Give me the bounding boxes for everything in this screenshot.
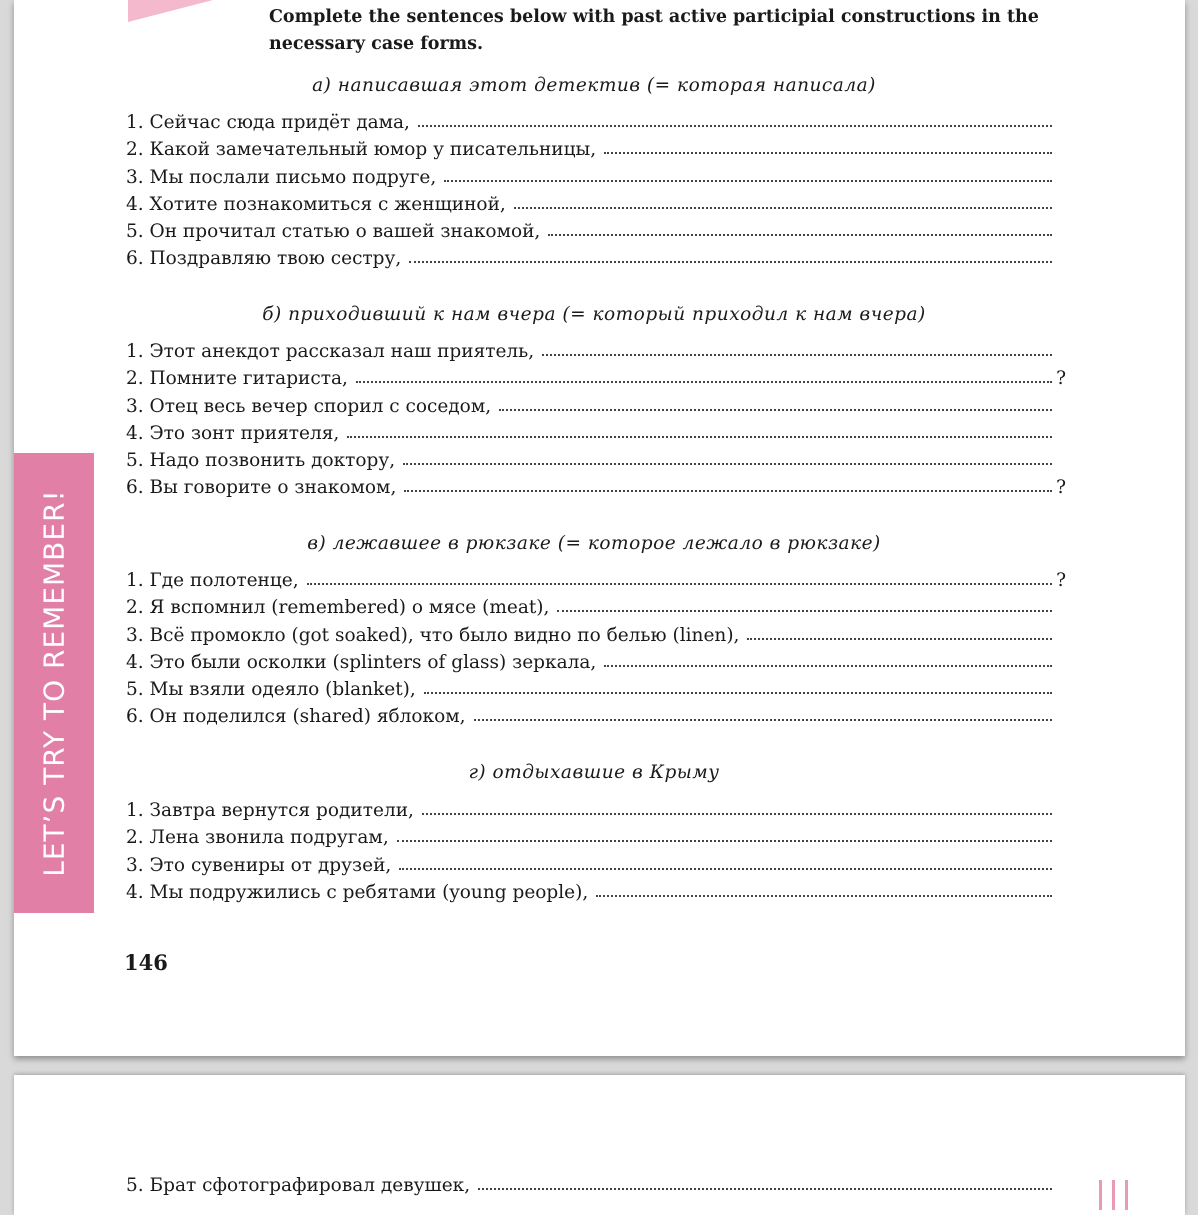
- item-text: 4. Хотите познакомиться с женщиной,: [126, 193, 506, 215]
- answer-blank: [409, 260, 1052, 263]
- side-tab-label: LET’S TRY TO REMEMBER!: [37, 489, 71, 877]
- exercise-item: [126, 570, 1066, 597]
- item-text: 6. Поздравляю твою сестру,: [126, 248, 402, 270]
- answer-blank: [422, 812, 1052, 815]
- item-end-mark: ?: [1056, 570, 1066, 591]
- exercise-item: [126, 1175, 1066, 1202]
- section-b-list: [126, 341, 1066, 505]
- exercise-item: [126, 423, 1066, 450]
- exercise-item: [126, 652, 1066, 679]
- exercise-item: [126, 248, 1066, 275]
- exercise-item: [126, 112, 1066, 139]
- item-text: 1. Где полотенце,: [126, 570, 299, 591]
- answer-blank: [604, 151, 1052, 154]
- item-text: 3. Всё промокло (got soaked), что было видно по белью (linen),: [126, 624, 740, 646]
- item-text: 3. Мы послали письмо подруге,: [126, 166, 437, 188]
- answer-blank: [418, 124, 1052, 127]
- answer-blank: [307, 582, 1052, 585]
- textbook-page: [14, 0, 1185, 1056]
- section-title-a: а) написавшая этот детектив (= которая написала): [312, 75, 876, 96]
- item-text: 2. Лена звонила подругам,: [126, 827, 389, 849]
- answer-blank: [596, 894, 1052, 897]
- margin-mark: [1125, 1180, 1128, 1210]
- section-a-list: [126, 112, 1066, 276]
- exercise-item: [126, 800, 1066, 827]
- margin-marks: [1099, 1180, 1128, 1210]
- next-page-list: [126, 1175, 1066, 1202]
- exercise-item: [126, 396, 1066, 423]
- item-text: 5. Мы взяли одеяло (blanket),: [126, 679, 416, 701]
- item-text: 5. Брат сфотографировал девушек,: [126, 1175, 471, 1196]
- section-title-v: в) лежавшее в рюкзаке (= которое лежало в рюкзаке): [307, 533, 881, 554]
- answer-blank: [347, 435, 1052, 438]
- exercise-item: [126, 341, 1066, 368]
- item-text: 1. Этот анекдот рассказал наш приятель,: [126, 341, 535, 362]
- item-end-mark: ?: [1056, 368, 1066, 390]
- item-text: 2. Помните гитариста,: [126, 368, 348, 390]
- answer-blank: [474, 718, 1052, 721]
- exercise-item: [126, 368, 1066, 395]
- exercise-item: [126, 855, 1066, 882]
- answer-blank: [478, 1187, 1052, 1190]
- exercise-item: [126, 477, 1066, 504]
- section-title-b: б) приходивший к нам вчера (= который приходил к нам вчера): [262, 304, 926, 325]
- corner-decoration: [128, 0, 213, 22]
- item-text: 2. Я вспомнил (remembered) о мясе (meat),: [126, 597, 550, 619]
- answer-blank: [747, 637, 1052, 640]
- answer-blank: [403, 462, 1052, 465]
- item-text: 6. Он поделился (shared) яблоком,: [126, 706, 466, 728]
- page-number: 146: [124, 950, 168, 975]
- section-g-list: [126, 800, 1066, 909]
- exercise-item: [126, 194, 1066, 221]
- answer-blank: [514, 206, 1052, 209]
- exercise-item: [126, 597, 1066, 624]
- exercise-item: [126, 706, 1066, 733]
- exercise-item: [126, 167, 1066, 194]
- exercise-item: [126, 827, 1066, 854]
- answer-blank: [444, 179, 1052, 182]
- margin-mark: [1112, 1180, 1115, 1210]
- exercise-item: [126, 450, 1066, 477]
- item-text: 4. Мы подружились с ребятами (young people),: [126, 881, 589, 903]
- exercise-item: [126, 625, 1066, 652]
- section-v-list: [126, 570, 1066, 734]
- exercise-item: [126, 139, 1066, 166]
- answer-blank: [424, 691, 1052, 694]
- item-text: 3. Отец весь вечер спорил с соседом,: [126, 395, 492, 417]
- item-text: 4. Это были осколки (splinters of glass) зеркала,: [126, 651, 597, 673]
- item-text: 3. Это сувениры от друзей,: [126, 854, 392, 876]
- item-text: 5. Он прочитал статью о вашей знакомой,: [126, 221, 541, 243]
- answer-blank: [557, 609, 1052, 612]
- exercise-item: [126, 221, 1066, 248]
- margin-mark: [1099, 1180, 1102, 1210]
- exercise-instructions: Complete the sentences below with past active participial constructions in the necessary case forms.: [269, 7, 1039, 54]
- item-text: 4. Это зонт приятеля,: [126, 422, 340, 444]
- item-text: 1. Завтра вернутся родители,: [126, 800, 414, 821]
- answer-blank: [548, 233, 1052, 236]
- exercise-item: [126, 882, 1066, 909]
- answer-blank: [404, 489, 1052, 492]
- answer-blank: [356, 380, 1052, 383]
- item-text: 5. Надо позвонить доктору,: [126, 450, 396, 472]
- answer-blank: [499, 408, 1052, 411]
- next-page: [14, 1075, 1185, 1215]
- answer-blank: [542, 353, 1052, 356]
- item-end-mark: ?: [1056, 477, 1066, 499]
- answer-blank: [604, 664, 1052, 667]
- item-text: 2. Какой замечательный юмор у писательницы,: [126, 139, 597, 161]
- exercise-item: [126, 679, 1066, 706]
- side-tab: [14, 453, 94, 913]
- section-title-g: г) отдыхавшие в Крыму: [468, 762, 720, 783]
- answer-blank: [399, 867, 1052, 870]
- item-text: 1. Сейчас сюда придёт дама,: [126, 112, 410, 133]
- item-text: 6. Вы говорите о знакомом,: [126, 477, 397, 499]
- answer-blank: [397, 839, 1052, 842]
